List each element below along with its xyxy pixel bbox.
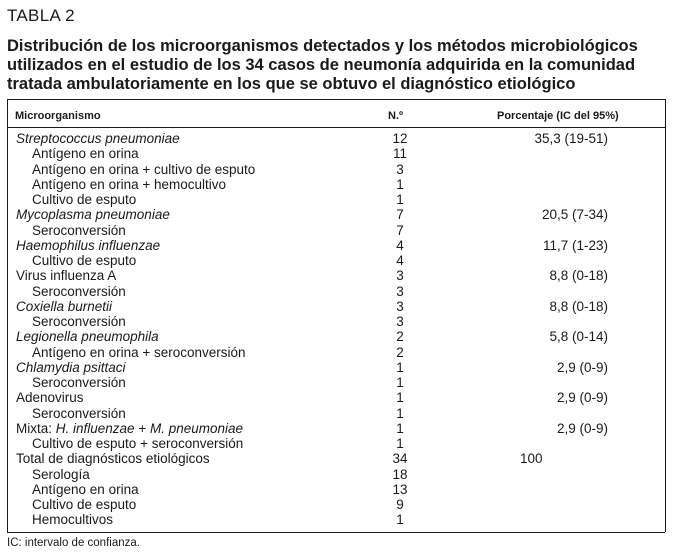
- percent-cell: 2,9 (0-9): [556, 359, 608, 375]
- header-organism: Microorganismo: [15, 110, 101, 122]
- organism-name: M. pneumoniae: [149, 420, 244, 436]
- method-cell: Antígeno en orina: [32, 481, 139, 497]
- table-top-rule: [7, 99, 665, 100]
- n-cell: 3: [396, 314, 404, 329]
- table-row: [0, 512, 673, 527]
- organism-cell: Legionella pneumophila: [16, 329, 159, 345]
- table-bottom-rule: [7, 532, 665, 533]
- method-cell: Antígeno en orina + hemocultivo: [32, 176, 227, 192]
- title-line: utilizados en el estudio de los 34 casos de neumonía adquirida en la comunidad: [7, 56, 636, 74]
- organism-cell: [16, 421, 243, 436]
- n-cell: 1: [396, 420, 404, 436]
- organism-cell: Virus influenza A: [16, 268, 117, 284]
- method-cell: Antígeno en orina + cultivo de esputo: [32, 161, 256, 177]
- percent-cell: 20,5 (7-34): [541, 207, 608, 223]
- title-line: tratada ambulatoriamente en los que se obtuvo el diagnóstico etiológico: [7, 75, 576, 93]
- method-cell: Seroconversión: [32, 314, 126, 329]
- n-cell: 2: [396, 329, 404, 345]
- method-cell: Antígeno en orina + seroconversión: [32, 344, 246, 360]
- organism-name: H. influenzae: [55, 420, 135, 436]
- table-row: [0, 284, 673, 299]
- table-row: [0, 467, 673, 482]
- organism-cell: Haemophilus influenzae: [16, 237, 161, 253]
- table-row: [0, 162, 673, 177]
- table-row: [0, 375, 673, 390]
- method-cell: Cultivo de esputo: [32, 497, 137, 512]
- n-cell: 13: [392, 481, 408, 497]
- n-cell: 7: [396, 207, 404, 223]
- header-rule: [7, 127, 665, 128]
- table-row: [0, 238, 673, 253]
- percent-cell: 2,9 (0-9): [556, 420, 608, 436]
- table-row: [0, 207, 673, 222]
- organism-cell: Mycoplasma pneumoniae: [16, 207, 170, 223]
- n-cell: 9: [396, 497, 404, 512]
- organism-cell: Adenovirus: [16, 390, 84, 406]
- n-cell: 1: [396, 359, 404, 375]
- percent-cell: 35,3 (19-51): [534, 131, 608, 146]
- table-row: [0, 299, 673, 314]
- percent-cell: 11,7 (1-23): [542, 237, 608, 253]
- table-row: [0, 268, 673, 283]
- table-row: [0, 253, 673, 268]
- table-row: [0, 329, 673, 344]
- table-row: [0, 482, 673, 497]
- method-cell: Cultivo de esputo: [32, 253, 137, 268]
- percent-cell: 2,9 (0-9): [556, 390, 608, 406]
- percent-cell: 8,8 (0-18): [549, 298, 608, 314]
- table-row: [0, 131, 673, 146]
- n-cell: 3: [396, 283, 404, 299]
- n-cell: 12: [392, 131, 408, 146]
- method-cell: Seroconversión: [32, 222, 126, 238]
- n-cell: 7: [396, 222, 404, 238]
- table-title: [7, 37, 662, 94]
- method-cell: Hemocultivos: [32, 512, 114, 528]
- title-line: Distribución de los microorganismos detectados y los métodos microbiológicos: [7, 37, 638, 55]
- n-cell: 4: [396, 237, 404, 253]
- n-cell: 1: [396, 390, 404, 406]
- table-row: [0, 223, 673, 238]
- organism-cell: Coxiella burnetii: [16, 298, 113, 314]
- n-cell: 3: [396, 161, 404, 177]
- method-cell: Seroconversión: [32, 405, 126, 421]
- method-cell: Cultivo de esputo: [32, 192, 137, 207]
- header-percent: Porcentaje (IC del 95%): [497, 110, 619, 122]
- organism-cell: Streptococcus pneumoniae: [16, 131, 180, 146]
- percent-cell: 100: [520, 451, 543, 467]
- n-cell: 1: [396, 375, 404, 390]
- n-cell: 1: [396, 436, 404, 451]
- table-row: [0, 390, 673, 405]
- mixed-prefix: Mixta:: [16, 420, 56, 436]
- table-body: [0, 131, 673, 528]
- organism-cell: Chlamydia psittaci: [16, 359, 126, 375]
- table-row: [0, 177, 673, 192]
- table-row: [0, 497, 673, 512]
- table-row: [0, 146, 673, 161]
- table-row: [0, 451, 673, 466]
- n-cell: 1: [396, 192, 404, 207]
- table-row: [0, 192, 673, 207]
- header-n: N.º: [388, 110, 404, 122]
- plus-sign: +: [134, 420, 150, 436]
- table-row: [0, 406, 673, 421]
- method-cell: Seroconversión: [32, 283, 126, 299]
- table-row: [0, 314, 673, 329]
- n-cell: 1: [396, 176, 404, 192]
- method-cell: Antígeno en orina: [32, 146, 139, 162]
- table-row: [0, 436, 673, 451]
- n-cell: 34: [392, 451, 408, 467]
- footnote: IC: intervalo de confianza.: [7, 537, 140, 549]
- n-cell: 18: [392, 466, 408, 482]
- table-row: [0, 421, 673, 436]
- method-cell: Seroconversión: [32, 375, 126, 390]
- total-cell: Total de diagnósticos etiológicos: [16, 451, 210, 467]
- table-label: TABLA 2: [7, 6, 75, 25]
- method-cell: Cultivo de esputo + seroconversión: [32, 436, 244, 451]
- percent-cell: 8,8 (0-18): [549, 268, 608, 284]
- n-cell: 3: [396, 268, 404, 284]
- n-cell: 1: [396, 405, 404, 421]
- n-cell: 2: [396, 344, 404, 360]
- n-cell: 11: [392, 146, 407, 162]
- n-cell: 4: [396, 253, 404, 268]
- n-cell: 1: [396, 512, 404, 528]
- table-row: [0, 345, 673, 360]
- n-cell: 3: [396, 298, 404, 314]
- table-row: [0, 360, 673, 375]
- percent-cell: 5,8 (0-14): [549, 329, 608, 345]
- method-cell: Serología: [32, 466, 90, 482]
